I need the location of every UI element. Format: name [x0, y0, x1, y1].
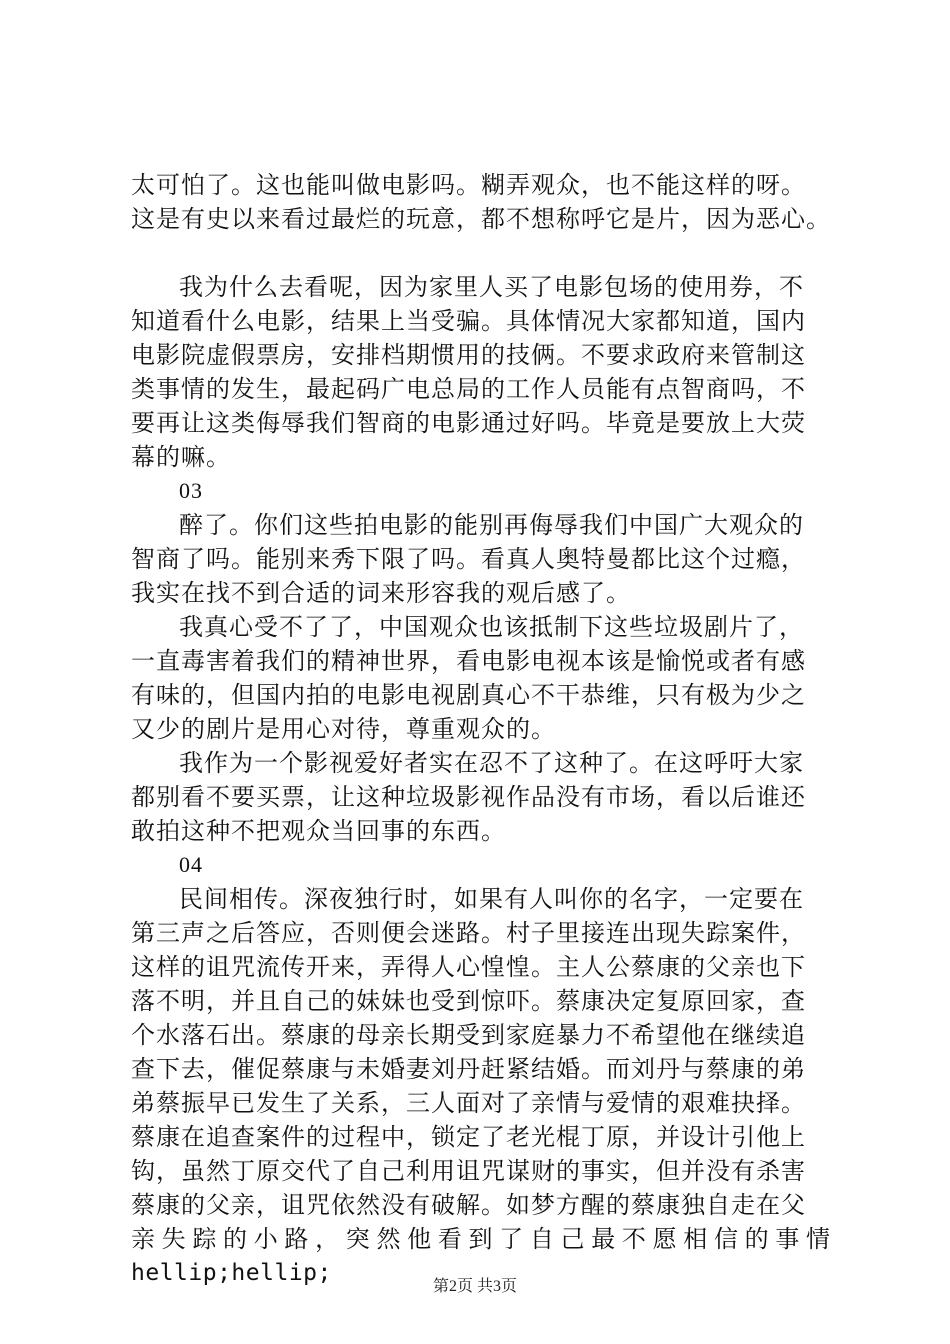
text-line: 我作为一个影视爱好者实在忍不了这种了。在这呼吁大家 — [179, 749, 804, 777]
text-line: hellip;hellip; — [131, 1260, 332, 1286]
page-footer: 第2页 共3页 — [432, 1278, 517, 1295]
text-line: 第三声之后答应，否则便会迷路。村子里接连出现失踪案件， — [131, 919, 806, 947]
paragraph-gap — [131, 236, 831, 270]
section-number: 04 — [179, 852, 203, 877]
text-line: 太可怕了。这也能叫做电影吗。糊弄观众，也不能这样的呀。 — [131, 171, 806, 199]
text-line: 知道看什么电影，结果上当受骗。具体情况大家都知道，国内 — [131, 307, 806, 335]
text-line: 钩，虽然丁原交代了自己利用诅咒谋财的事实，但并没有杀害 — [131, 1157, 806, 1185]
text-line: 亲失踪的小路，突然他看到了自己最不愿相信的事情 — [131, 1225, 831, 1253]
text-line: 民间相传。深夜独行时，如果有人叫你的名字，一定要在 — [179, 885, 804, 913]
text-line: 这是有史以来看过最烂的玩意，都不想称呼它是片，因为恶心。 — [131, 205, 831, 233]
text-line: 幕的嘛。 — [131, 443, 231, 471]
text-line: 要再让这类侮辱我们智商的电影通过好吗。毕竟是要放上大荧 — [131, 409, 806, 437]
text-line: 落不明，并且自己的妹妹也受到惊吓。蔡康决定复原回家，查 — [131, 987, 806, 1015]
text-line: 敢拍这种不把观众当回事的东西。 — [131, 817, 506, 845]
text-line: 个水落石出。蔡康的母亲长期受到家庭暴力不希望他在继续追 — [131, 1021, 806, 1049]
document-body — [131, 168, 831, 1290]
text-line: 一直毒害着我们的精神世界，看电影电视本该是愉悦或者有感 — [131, 647, 806, 675]
text-line: 弟蔡振早已发生了关系，三人面对了亲情与爱情的艰难抉择。 — [131, 1089, 806, 1117]
section-number: 03 — [179, 478, 203, 503]
text-line: 都别看不要买票，让这种垃圾影视作品没有市场，看以后谁还 — [131, 783, 806, 811]
text-line: 我实在找不到合适的词来形容我的观后感了。 — [131, 579, 631, 607]
text-line: 查下去，催促蔡康与未婚妻刘丹赶紧结婚。而刘丹与蔡康的弟 — [131, 1055, 806, 1083]
text-line: 有味的，但国内拍的电影电视剧真心不干恭维，只有极为少之 — [131, 681, 806, 709]
text-line: 蔡康的父亲，诅咒依然没有破解。如梦方醒的蔡康独自走在父 — [131, 1191, 806, 1219]
text-line: 又少的剧片是用心对待，尊重观众的。 — [131, 715, 556, 743]
text-line: 这样的诅咒流传开来，弄得人心惶惶。主人公蔡康的父亲也下 — [131, 953, 806, 981]
text-line: 蔡康在追查案件的过程中，锁定了老光棍丁原，并设计引他上 — [131, 1123, 806, 1151]
text-line: 电影院虚假票房，安排档期惯用的技俩。不要求政府来管制这 — [131, 341, 806, 369]
text-line: 类事情的发生，最起码广电总局的工作人员能有点智商吗，不 — [131, 375, 806, 403]
text-line: 我为什么去看呢，因为家里人买了电影包场的使用券，不 — [179, 273, 804, 301]
text-line: 我真心受不了了，中国观众也该抵制下这些垃圾剧片了， — [179, 613, 804, 641]
text-line: 醉了。你们这些拍电影的能别再侮辱我们中国广大观众的 — [179, 511, 804, 539]
text-line: 智商了吗。能别来秀下限了吗。看真人奥特曼都比这个过瘾， — [131, 545, 806, 573]
